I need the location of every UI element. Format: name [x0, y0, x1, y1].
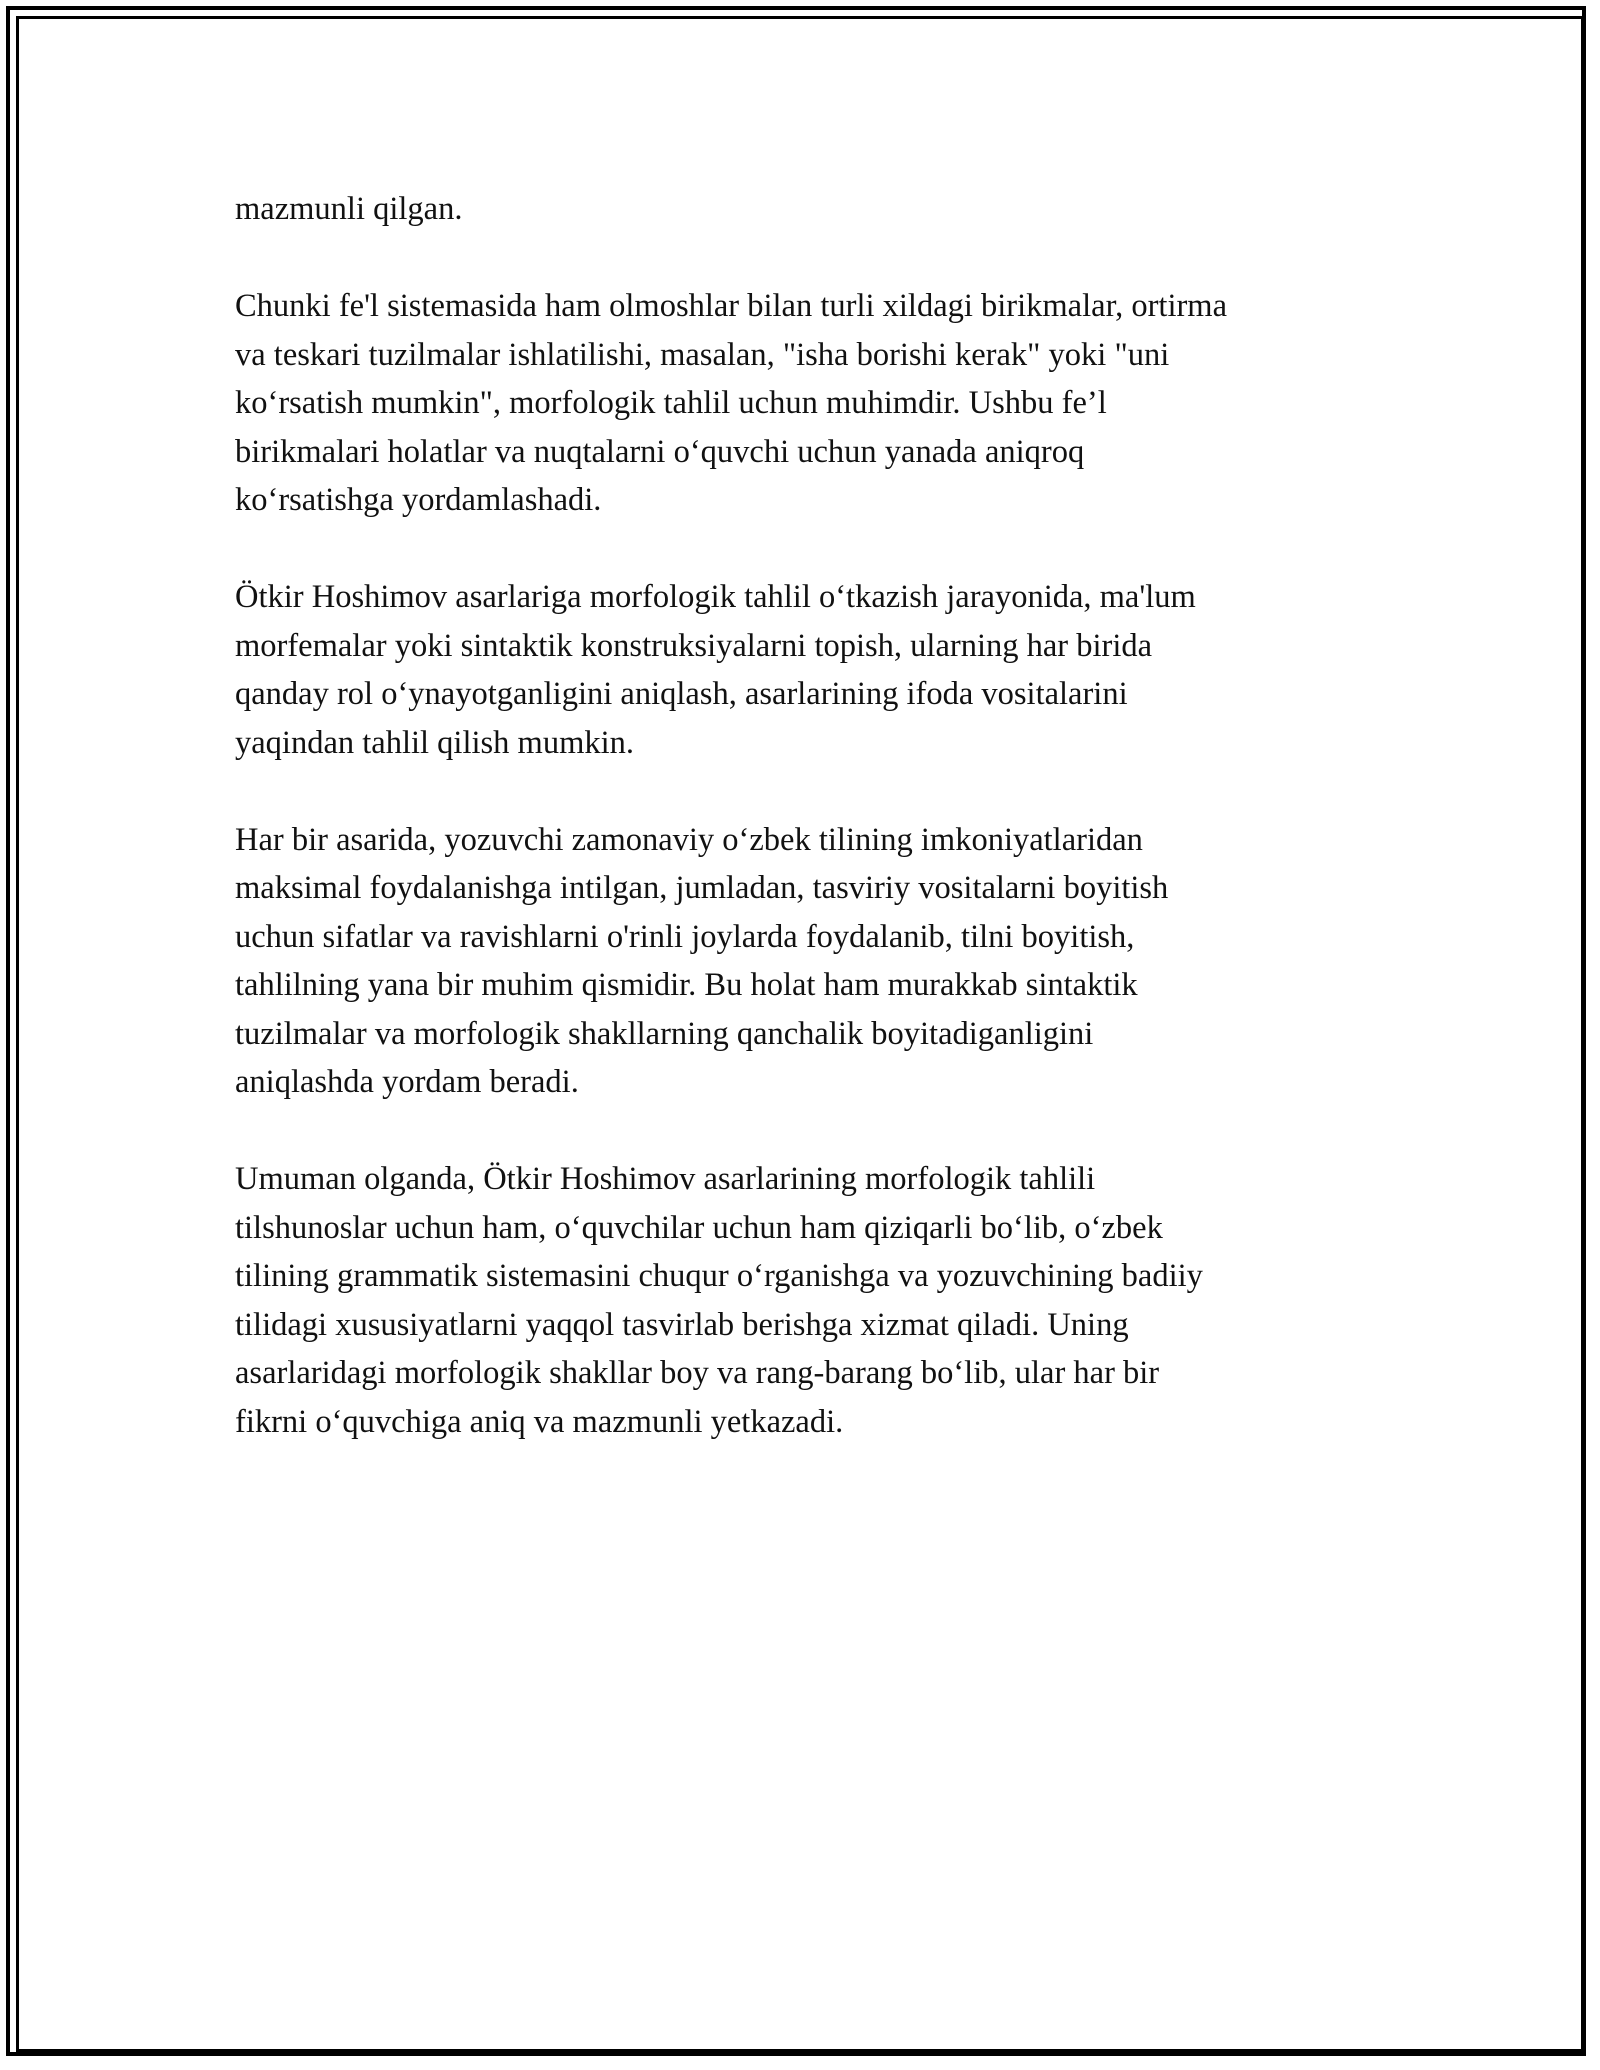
paragraph-continuation: mazmunli qilgan.	[235, 191, 463, 227]
document-body	[235, 185, 1365, 1495]
paragraph-verb-system: Chunki fe'l sistemasida ham olmoshlar bilan turli xildagi birikmalar, ortirma va teskari tuzilmalar ishlatilishi, masalan, "isha borishi kerak" yoki "uni ko‘rsatish mumkin", morfologik tahlil uchun muhimdir. Ushbu fe’l birikmalari holatlar va nuqtalarni o‘quvchi uchun yanada aniqroq ko‘rsatishga yordamlashadi.	[235, 288, 1227, 518]
paragraph-morphological-analysis: Ötkir Hoshimov asarlariga morfologik tahlil o‘tkazish jarayonida, ma'lum morfemalar yoki sintaktik konstruksiyalarni topish, ularning har birida qanday rol o‘ynayotganligini aniqlash, asarlarining ifoda vositalarini yaqindan tahlil qilish mumkin.	[235, 579, 1196, 761]
paragraph-author-language: Har bir asarida, yozuvchi zamonaviy o‘zbek tilining imkoniyatlaridan maksimal foydalanishga intilgan, jumladan, tasviriy vositalarni boyitish uchun sifatlar va ravishlarni o'rinli joylarda foydalanib, tilni boyitish, tahlilning yana bir muhim qismidir. Bu holat ham murakkab sintaktik tuzilmalar va morfologik shakllarning qanchalik boyitadiganligini aniqlashda yordam beradi.	[235, 821, 1169, 1100]
paragraph-conclusion: Umuman olganda, Ötkir Hoshimov asarlarining morfologik tahlili tilshunoslar uchun ham, o‘quvchilar uchun ham qiziqarli bo‘lib, o‘zbek tilining grammatik sistemasini chuqur o‘rganishga va yozuvchining badiiy tilidagi xususiyatlarni yaqqol tasvirlab berishga xizmat qiladi. Uning asarlaridagi morfologik shakllar boy va rang-barang bo‘lib, ular har bir fikrni o‘quvchiga aniq va mazmunli yetkazadi.	[235, 1161, 1203, 1440]
